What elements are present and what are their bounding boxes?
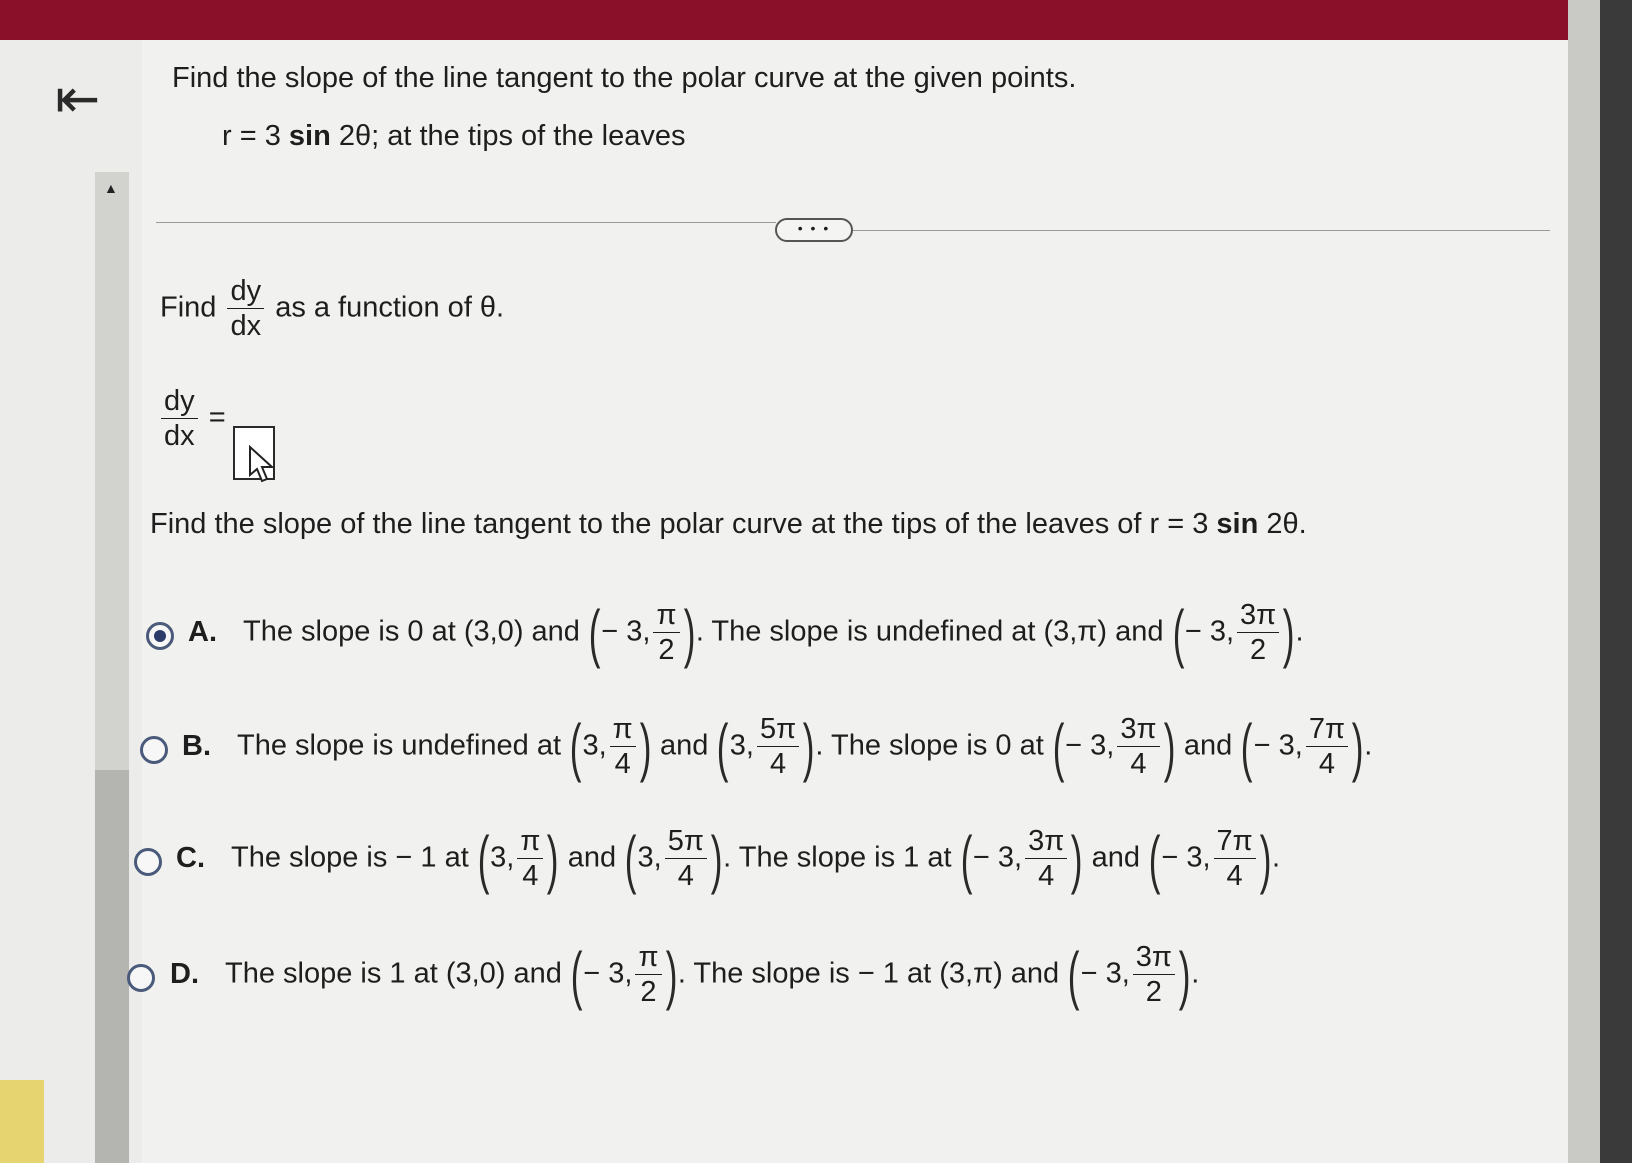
- question-title: Find the slope of the line tangent to the polar curve at the given points.: [172, 62, 1077, 94]
- option-b-radio[interactable]: [140, 736, 168, 764]
- collapse-back-icon[interactable]: ⇤: [55, 69, 101, 129]
- option-a[interactable]: A. The slope is 0 at (3,0) and (− 3, $\frac{\pi}{2}$ ). The slope is undefined at (3,π) and (− 3, $\frac{3\pi}{2}$ ).: [188, 596, 1304, 669]
- option-d[interactable]: D. The slope is 1 at (3,0) and (− 3, $\frac{\pi}{2}$ ). The slope is − 1 at (3,π) and (− 3, $\frac{3\pi}{2}$ ).: [170, 938, 1200, 1011]
- option-c-radio[interactable]: [134, 848, 162, 876]
- option-d-radio[interactable]: [127, 964, 155, 992]
- dy-dx-fraction: $\frac{dy}{dx}$: [161, 386, 198, 452]
- divider: [156, 222, 776, 223]
- equation-line: r = 3 sin 2θ; at the tips of the leaves: [222, 120, 686, 152]
- dy-dx-fraction: $\frac{dy}{dx}$: [227, 276, 264, 342]
- scrollbar-thumb[interactable]: [95, 770, 129, 1163]
- part2-prompt: Find the slope of the line tangent to the polar curve at the tips of the leaves of r = 3 sin 2θ.: [150, 508, 1307, 540]
- more-button[interactable]: • • •: [775, 218, 853, 242]
- scroll-up-arrow-icon[interactable]: ▲: [104, 180, 118, 196]
- option-b[interactable]: B. The slope is undefined at (3, $\frac{\pi}{4}$ ) and (3, $\frac{5\pi}{4}$ ). The slope is 0 at (− 3, $\frac{3\pi}{4}$ ) and (− 3, $\frac{7\pi}{4}$ ).: [182, 710, 1373, 783]
- yellow-tab: [0, 1080, 44, 1163]
- mouse-cursor-icon: [248, 445, 276, 485]
- part1-prompt: Find $\frac{dy}{dx}$ as a function of θ.: [160, 275, 505, 343]
- answer-row: $\frac{dy}{dx}$ =: [158, 386, 226, 452]
- option-a-radio[interactable]: [146, 622, 174, 650]
- divider: [850, 230, 1550, 231]
- screen-edge: [1568, 0, 1632, 1163]
- top-bar: [0, 0, 1568, 40]
- option-c[interactable]: C. The slope is − 1 at (3, $\frac{\pi}{4}$ ) and (3, $\frac{5\pi}{4}$ ). The slope is 1 at (− 3, $\frac{3\pi}{4}$ ) and (− 3, $\frac{7\pi}{4}$ ).: [176, 822, 1281, 895]
